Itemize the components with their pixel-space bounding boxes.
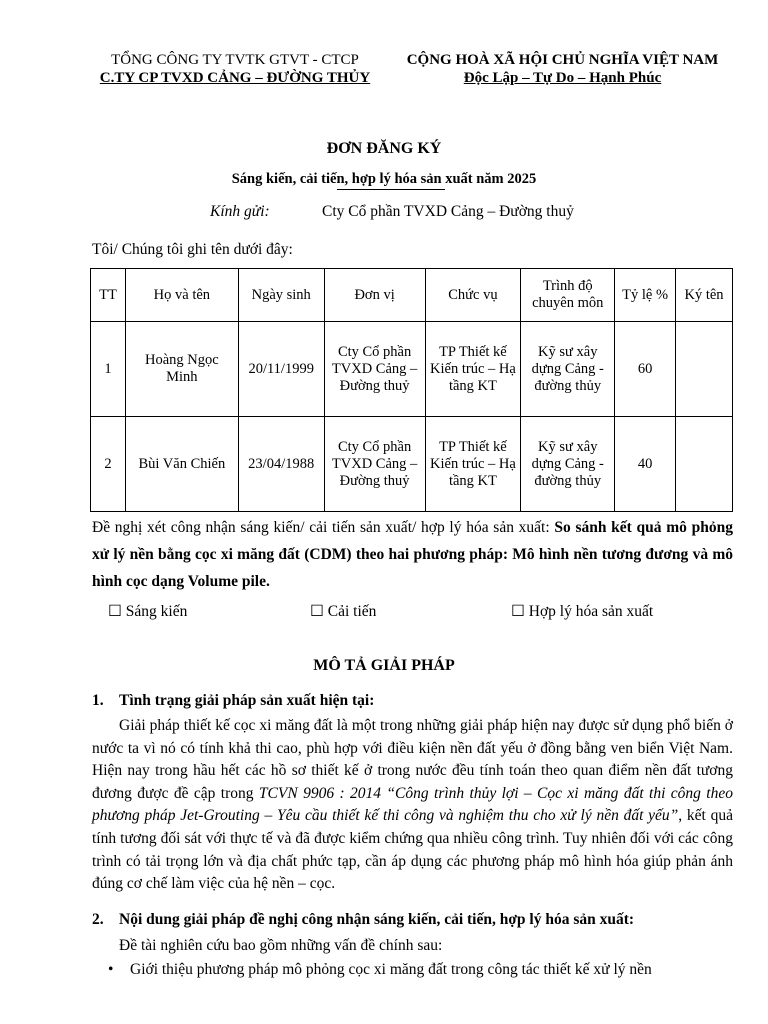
col-header: Họ và tên: [125, 269, 238, 322]
table-row: [91, 417, 733, 512]
document-subtitle: Sáng kiến, cải tiến, hợp lý hóa sản xuất năm 2025: [231, 171, 537, 187]
checkbox-icon[interactable]: ☐: [310, 603, 324, 620]
heading-number: 1.: [92, 692, 104, 709]
cell-unit: Cty Cổ phần TVXD Cảng – Đường thuỷ: [324, 322, 425, 417]
cell-signature: [676, 417, 733, 512]
option-label: Hợp lý hóa sản xuất: [528, 603, 654, 620]
cell-name: Bùi Văn Chiến: [125, 417, 238, 512]
company-name: C.TY CP TVXD CẢNG – ĐƯỜNG THỦY: [99, 70, 371, 86]
proposal-lead: Đề nghị xét công nhận sáng kiến/ cải tiến sản xuất/ hợp lý hóa sản xuất:: [92, 519, 555, 536]
heading-text: Tình trạng giải pháp sản xuất hiện tại:: [119, 692, 375, 709]
cell-index: 1: [91, 322, 126, 417]
table-row: [91, 322, 733, 417]
table-header-row: [91, 269, 733, 322]
checkbox-icon[interactable]: ☐: [511, 603, 525, 620]
option-rationalization[interactable]: [511, 602, 653, 621]
proposal-paragraph: [92, 514, 733, 595]
option-initiative[interactable]: [108, 602, 187, 621]
col-header: Chức vụ: [425, 269, 521, 322]
national-motto: Độc Lập – Tự Do – Hạnh Phúc: [463, 70, 662, 86]
national-header: [395, 51, 730, 87]
cell-name: Hoàng Ngọc Minh: [125, 322, 238, 417]
list-item: [92, 961, 733, 979]
bullet-icon: •: [108, 961, 114, 978]
col-header: Trình độ chuyên môn: [521, 269, 615, 322]
option-improvement[interactable]: [310, 602, 376, 621]
author-table: [90, 268, 733, 512]
cell-qualification: Kỹ sư xây dựng Cảng - đường thủy: [521, 417, 615, 512]
section-2-heading: [92, 911, 634, 929]
heading-text: Nội dung giải pháp đề nghị công nhận sáng kiến, cải tiến, hợp lý hóa sản xuất:: [119, 911, 635, 928]
col-header: Tỷ lệ %: [615, 269, 676, 322]
cell-ratio: 60: [615, 322, 676, 417]
col-header: Ký tên: [676, 269, 733, 322]
cell-qualification: Kỹ sư xây dựng Cảng - đường thủy: [521, 322, 615, 417]
col-header: TT: [91, 269, 126, 322]
document-title: ĐƠN ĐĂNG KÝ: [326, 140, 442, 157]
option-label: Sáng kiến: [125, 603, 188, 620]
col-header: Ngày sinh: [238, 269, 324, 322]
national-title: CỘNG HOÀ XÃ HỘI CHỦ NGHĨA VIỆT NAM: [406, 52, 719, 68]
standard-citation: TCVN 9906 : 2014 “Công trình thủy lợi – Cọc xi măng đất thi công theo phương pháp Jet-Grouting – Yêu cầu thiết kế thi công và nghiệm thu cho xử lý nền đất yếu”: [92, 784, 733, 825]
section-1-body: [92, 715, 733, 896]
recipient-label: Kính gửi:: [210, 203, 270, 220]
col-header: Đơn vị: [324, 269, 425, 322]
list-item-text: Giới thiệu phương pháp mô phỏng cọc xi măng đất trong công tác thiết kế xử lý nền: [130, 961, 652, 978]
option-label: Cải tiến: [327, 603, 377, 620]
cell-position: TP Thiết kế Kiến trúc – Hạ tầng KT: [425, 417, 521, 512]
parent-company: TỔNG CÔNG TY TVTK GTVT - CTCP: [111, 52, 359, 68]
cell-unit: Cty Cổ phần TVXD Cảng – Đường thuỷ: [324, 417, 425, 512]
recipient-value: Cty Cổ phần TVXD Cảng – Đường thuỷ: [322, 203, 574, 220]
section-1-heading: [92, 692, 374, 710]
proposal-topic: So sánh kết quả mô phỏng xử lý nền bằng cọc xi măng đất (CDM) theo hai phương pháp: Mô hình nền tương đương và mô hình cọc dạng Volume pile.: [92, 519, 733, 590]
body-text: , kết quả tính tương đối sát với thực tế và đã được kiểm chứng qua nhiều công trình. Tuy nhiên đối với các công trình có tải trọng lớn và địa chất phức tạp, cần áp dụng các phương pháp mô hình hóa giúp phản ánh đúng cơ chế làm việc của hệ nền – cọc.: [92, 807, 733, 893]
cell-dob: 23/04/1988: [238, 417, 324, 512]
cell-index: 2: [91, 417, 126, 512]
org-header: [85, 51, 385, 87]
heading-number: 2.: [92, 911, 104, 928]
cell-dob: 20/11/1999: [238, 322, 324, 417]
recipient: [210, 203, 574, 221]
subtitle-underline: [337, 189, 445, 190]
section-2-intro: Đề tài nghiên cứu bao gồm những vấn đề chính sau:: [119, 937, 443, 954]
body-text: Giải pháp thiết kế cọc xi măng đất là một trong những giải pháp hiện nay được sử dụng phổ biến ở nước ta vì nó có tính khả thi cao, phù hợp với điều kiện nền đất yếu ở đồng bằng ven biển Việt Nam. Hiện nay trong hầu hết các hồ sơ thiết kế ở trong nước đều tính toán theo quan điểm nền đất tương đương được đề cập trong: [92, 717, 733, 802]
intro-text: Tôi/ Chúng tôi ghi tên dưới đây:: [92, 241, 293, 258]
cell-signature: [676, 322, 733, 417]
cell-position: TP Thiết kế Kiến trúc – Hạ tầng KT: [425, 322, 521, 417]
checkbox-icon[interactable]: ☐: [108, 603, 122, 620]
cell-ratio: 40: [615, 417, 676, 512]
section-title: MÔ TẢ GIẢI PHÁP: [313, 657, 455, 674]
